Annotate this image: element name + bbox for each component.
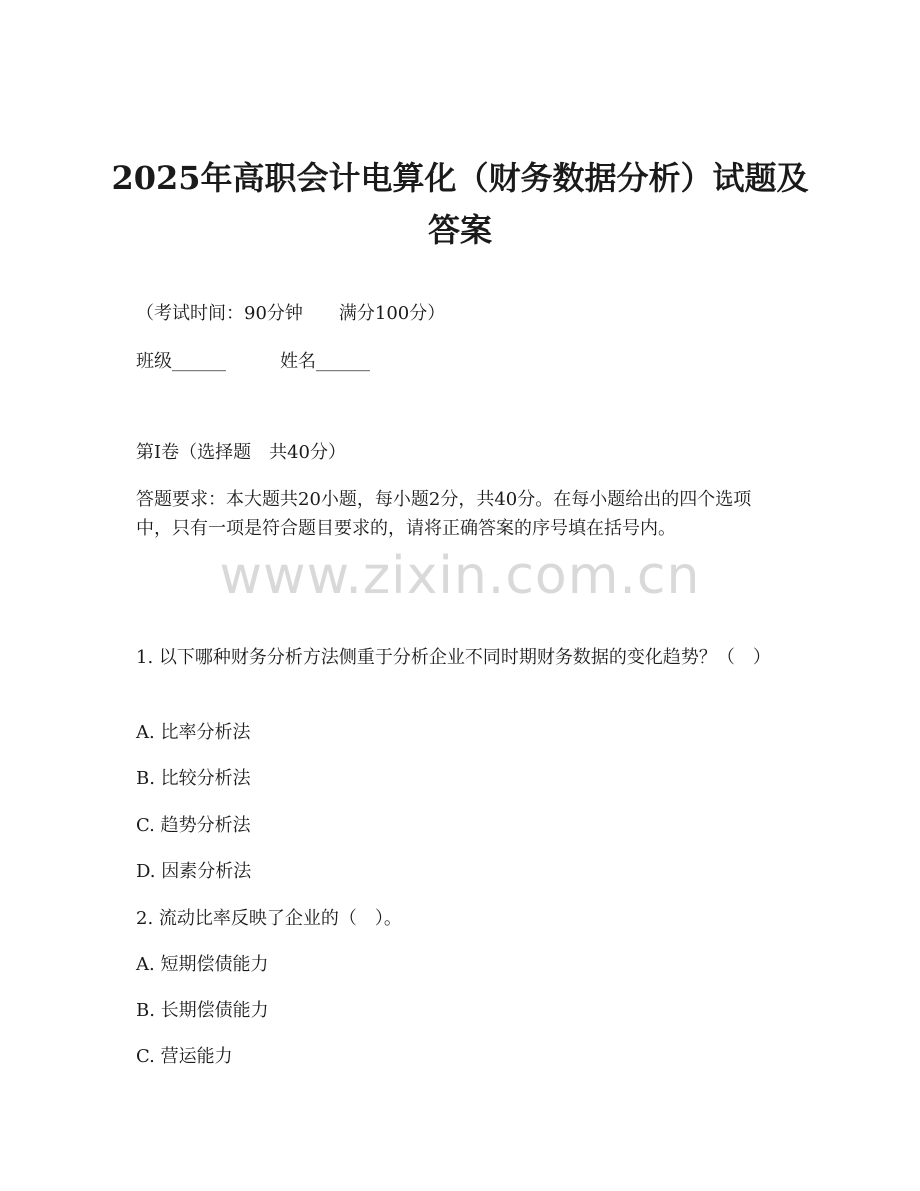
document-title: 2025年高职会计电算化（财务数据分析）试题及答案: [111, 159, 809, 249]
question-2-option-a: A. 短期偿债能力: [136, 954, 269, 975]
question-2-option-b: B. 长期偿债能力: [136, 1000, 269, 1021]
question-1-option-d: D. 因素分析法: [136, 861, 252, 882]
instructions: 答题要求：本大题共20小题，每小题2分，共40分。在每小题给出的四个选项中，只有一项是符合题目要求的，请将正确答案的序号填在括号内。: [136, 489, 752, 539]
question-1-option-a: A. 比率分析法: [136, 722, 251, 743]
question-2-option-c: C. 营运能力: [136, 1046, 233, 1067]
question-1-option-b: B. 比较分析法: [136, 768, 251, 789]
watermark: www.zixin.com.cn: [219, 546, 701, 606]
class-field-label: 班级______: [136, 351, 226, 372]
name-field-label: 姓名______: [280, 351, 370, 372]
question-stem-1: 1. 以下哪种财务分析方法侧重于分析企业不同时期财务数据的变化趋势？（ ）: [136, 647, 771, 668]
question-stem-2: 2. 流动比率反映了企业的（ ）。: [136, 908, 402, 929]
student-info-row: [136, 350, 370, 374]
question-1-option-c: C. 趋势分析法: [136, 815, 251, 836]
section-title: 第I卷（选择题 共40分）: [136, 442, 347, 463]
exam-info: （考试时间：90分钟 满分100分）: [136, 303, 446, 324]
